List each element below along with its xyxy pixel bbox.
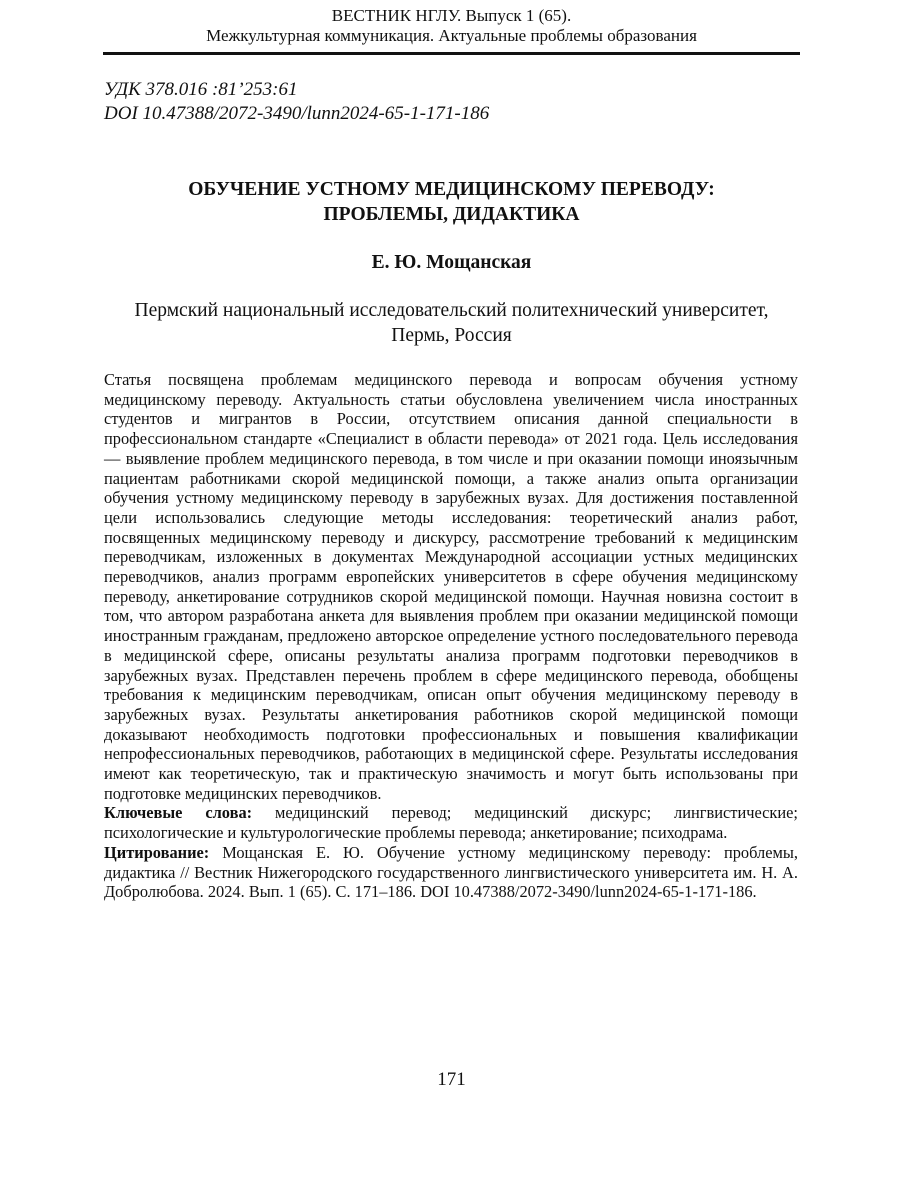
citation-text: Мощанская Е. Ю. Обучение устному медицинскому переводу: проблемы, дидактика // Вестник Нижегородского государственного лингвистического университета им. Н. А. Добролюбова. 2024. Вып. 1 (65). С. 171–186. DOI 10.47388/2072-3490/lunn2024-65-1-171-186.	[104, 842, 798, 902]
page-number: 171	[437, 1069, 466, 1090]
journal-subtitle: Межкультурная коммуникация. Актуальные проблемы образования	[206, 26, 697, 45]
article-title	[103, 177, 800, 227]
affiliation-line-2: Пермь, Россия	[391, 325, 512, 346]
affiliation-line-1: Пермский национальный исследовательский политехнический университет,	[134, 300, 769, 321]
keywords-text: медицинский перевод; медицинский дискурс; лингвистические; психологические и культурологические проблемы перевода; анкетирование; психодрама.	[104, 803, 798, 843]
running-header	[103, 6, 800, 46]
citation-label: Цитирование:	[104, 842, 210, 862]
keywords-label: Ключевые слова:	[104, 803, 253, 823]
citation	[104, 843, 798, 902]
author-name: Е. Ю. Мощанская	[371, 252, 532, 273]
article-title-line-2: ПРОБЛЕМЫ, ДИДАКТИКА	[323, 204, 580, 225]
journal-title: ВЕСТНИК НГЛУ. Выпуск 1 (65).	[331, 6, 572, 25]
header-divider	[103, 52, 800, 55]
article-title-line-1: ОБУЧЕНИЕ УСТНОМУ МЕДИЦИНСКОМУ ПЕРЕВОДУ:	[188, 179, 715, 200]
affiliation	[103, 298, 800, 348]
doi-code: DOI 10.47388/2072-3490/lunn2024-65-1-171-186	[104, 103, 490, 124]
keywords	[104, 803, 798, 842]
abstract-text: Статья посвящена проблемам медицинского перевода и вопросам обучения устному медицинскому переводу. Актуальность статьи обусловлена увеличением числа иностранных студентов и мигрантов в России, отсутствием описания данной специальности в профессиональном стандарте «Специалист в области перевода» от 2021 года. Цель исследования — выявление проблем медицинского перевода, в том числе и при оказании помощи иноязычным пациентам работниками скорой медицинской помощи, а также анализ опыта организации обучения устному медицинскому переводу в зарубежных вузах. Для достижения поставленной цели использовались следующие методы исследования: теоретический анализ работ, посвященных медицинскому переводу и дискурсу, рассмотрение требований к медицинским переводчикам, изложенных в документах Международной ассоциации устных медицинских переводчиков, анализ программ европейских университетов в сфере обучения медицинскому переводу, анкетирование сотрудников скорой медицинской помощи. Научная новизна состоит в том, что автором разработана анкета для выявления проблем при оказании медицинской помощи иностранным гражданам, предложено авторское определение устного последовательного перевода в медицинской сфере, описаны результаты анализа программ подготовки переводчиков в зарубежных вузах. Представлен перечень проблем в сфере медицинского перевода, обобщены требования к медицинским переводчикам, описан опыт обучения медицинскому переводу в зарубежных вузах. Результаты анкетирования работников скорой медицинской помощи доказывают необходимость подготовки профессиональных и повышения квалификации непрофессиональных переводчиков, работающих в медицинской сфере. Результаты исследования имеют как теоретическую, так и практическую значимость и могут быть использованы при подготовке медицинских переводчиков.	[104, 370, 798, 803]
udk-code: УДК 378.016 :81’253:61	[104, 79, 298, 100]
abstract-block	[104, 370, 798, 902]
article-meta	[104, 78, 801, 126]
